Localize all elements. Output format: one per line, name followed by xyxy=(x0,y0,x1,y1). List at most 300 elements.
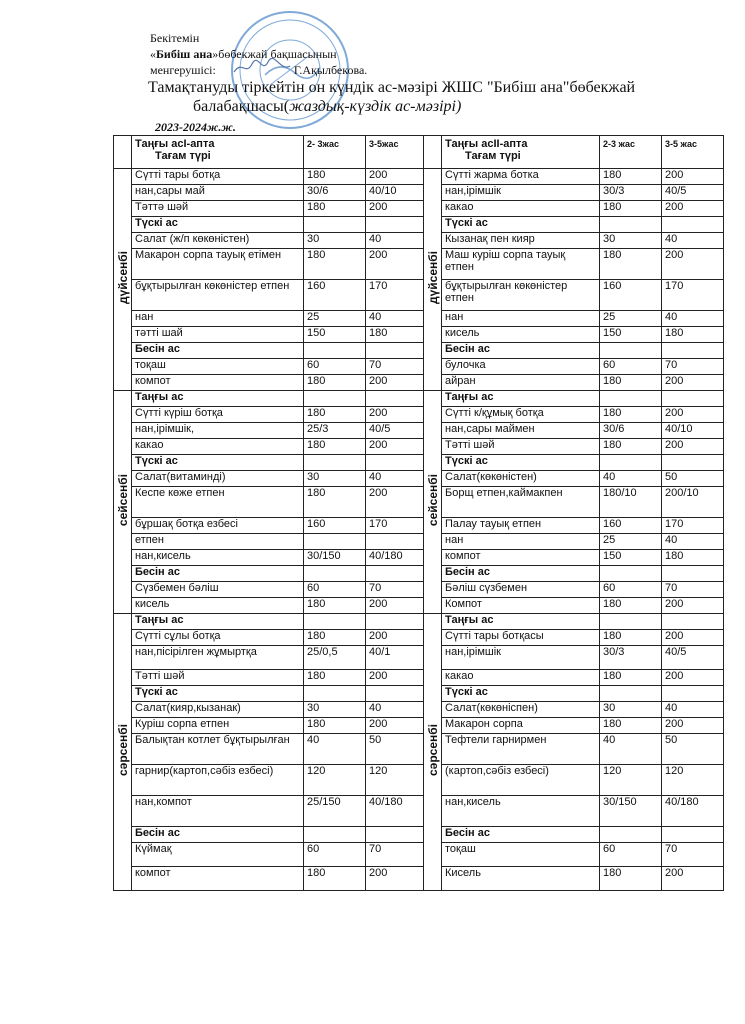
portion-2-3 xyxy=(304,827,366,843)
table-row xyxy=(114,471,724,487)
table-row xyxy=(114,233,724,249)
table-row xyxy=(114,566,724,582)
dish-name: Таңғы ас xyxy=(132,391,304,407)
head-label: менгерушісі: xyxy=(150,63,216,77)
portion-3-5: 180 xyxy=(662,550,724,566)
dish-name: Балықтан котлет бұқтырылған xyxy=(132,734,304,765)
portion-3-5: 40/180 xyxy=(662,796,724,827)
portion-2-3 xyxy=(304,534,366,550)
dish-name: нан,компот xyxy=(132,796,304,827)
portion-3-5: 40/1 xyxy=(366,646,424,670)
table-row xyxy=(114,217,724,233)
portion-2-3: 25/150 xyxy=(304,796,366,827)
dish-name: Борщ етпен,каймакпен xyxy=(442,487,600,518)
portion-3-5: 120 xyxy=(662,765,724,796)
portion-3-5: 200 xyxy=(366,201,424,217)
dish-name: Салат(кияр,кызанак) xyxy=(132,702,304,718)
portion-2-3: 180 xyxy=(600,718,662,734)
portion-3-5: 40/180 xyxy=(366,796,424,827)
portion-2-3: 30 xyxy=(304,702,366,718)
day-label-right xyxy=(424,391,442,614)
kindergarten-name: Бибіш ана xyxy=(156,47,213,61)
portion-2-3 xyxy=(304,343,366,359)
dish-name: бұршақ ботқа езбесі xyxy=(132,518,304,534)
dish-name: Тәтті шәй xyxy=(442,439,600,455)
portion-3-5: 200 xyxy=(662,407,724,423)
dish-name: Тәттә шәй xyxy=(132,201,304,217)
dish-name: Түскі ас xyxy=(132,455,304,471)
table-row xyxy=(114,686,724,702)
portion-2-3: 30 xyxy=(304,471,366,487)
portion-2-3: 40 xyxy=(600,734,662,765)
portion-3-5: 200 xyxy=(366,867,424,891)
portion-3-5: 70 xyxy=(662,359,724,375)
header-week2-sub: Тағам түрі xyxy=(465,150,521,162)
dish-name: Макарон сорпа тауық етімен xyxy=(132,249,304,280)
portion-3-5 xyxy=(662,566,724,582)
table-row xyxy=(114,734,724,765)
portion-3-5 xyxy=(662,614,724,630)
dish-name: нан,сары маймен xyxy=(442,423,600,439)
portion-2-3 xyxy=(304,686,366,702)
table-row xyxy=(114,249,724,280)
dish-name: Бесін ас xyxy=(442,343,600,359)
table-row xyxy=(114,614,724,630)
dish-name: нан,кисель xyxy=(132,550,304,566)
portion-2-3: 30/150 xyxy=(304,550,366,566)
portion-3-5: 200 xyxy=(662,867,724,891)
portion-2-3: 60 xyxy=(304,359,366,375)
dish-name: Сүтті сұлы ботқа xyxy=(132,630,304,646)
header-week2-title: Таңғы асII-апта xyxy=(445,138,528,150)
dish-name: Салат(витаминді) xyxy=(132,471,304,487)
portion-2-3: 180 xyxy=(304,439,366,455)
portion-3-5: 200 xyxy=(662,718,724,734)
header-week2 xyxy=(442,136,600,169)
table-row xyxy=(114,455,724,471)
portion-3-5: 70 xyxy=(366,843,424,867)
title-line-2-pre: балабақшасы( xyxy=(193,98,290,115)
dish-name: Сүтті тары ботқа xyxy=(132,169,304,185)
portion-3-5: 40 xyxy=(662,311,724,327)
portion-2-3: 30/3 xyxy=(600,185,662,201)
portion-3-5: 180 xyxy=(662,327,724,343)
portion-2-3 xyxy=(600,343,662,359)
table-row xyxy=(114,359,724,375)
table-row xyxy=(114,843,724,867)
portion-2-3: 180 xyxy=(600,439,662,455)
portion-2-3: 180 xyxy=(600,169,662,185)
portion-3-5: 200 xyxy=(662,375,724,391)
portion-3-5 xyxy=(662,686,724,702)
portion-2-3: 180/10 xyxy=(600,487,662,518)
portion-2-3 xyxy=(600,455,662,471)
dish-name: Салат(көкөніспен) xyxy=(442,702,600,718)
table-row xyxy=(114,343,724,359)
dish-name: (картоп,сәбіз езбесі) xyxy=(442,765,600,796)
portion-2-3: 180 xyxy=(600,201,662,217)
portion-3-5: 40/5 xyxy=(662,646,724,670)
day-label-left xyxy=(114,169,132,391)
head-name: Г.Ақылбекова. xyxy=(293,63,368,77)
dish-name: Салат(көкөністен) xyxy=(442,471,600,487)
portion-2-3: 180 xyxy=(304,670,366,686)
title-line-1: Тамақтануды тіркейтін он күндік ас-мәзірі ЖШС "Бибіш ана"бөбекжай xyxy=(148,79,636,96)
dish-name: Бесін ас xyxy=(132,343,304,359)
dish-name: гарнир(картоп,сәбіз езбесі) xyxy=(132,765,304,796)
table-row xyxy=(114,375,724,391)
portion-2-3: 180 xyxy=(304,718,366,734)
table-row xyxy=(114,598,724,614)
portion-3-5: 50 xyxy=(662,471,724,487)
portion-3-5: 170 xyxy=(662,280,724,311)
portion-3-5: 40 xyxy=(662,702,724,718)
approval-line-3 xyxy=(150,62,367,78)
dish-name: Түскі ас xyxy=(442,455,600,471)
portion-3-5: 40 xyxy=(662,534,724,550)
portion-2-3: 30 xyxy=(600,233,662,249)
dish-name: Палау тауық етпен xyxy=(442,518,600,534)
dish-name: Таңғы ас xyxy=(132,614,304,630)
portion-2-3: 30/6 xyxy=(600,423,662,439)
portion-2-3 xyxy=(600,614,662,630)
day-name: дүйсенбі xyxy=(115,251,130,305)
portion-3-5: 170 xyxy=(662,518,724,534)
table-row xyxy=(114,796,724,827)
approval-line-2 xyxy=(150,46,367,62)
approval-quote-open: « xyxy=(150,47,156,61)
header-age-2-3-right: 2-3 жас xyxy=(600,136,662,169)
dish-name: нан,ірімшік, xyxy=(132,423,304,439)
portion-2-3: 180 xyxy=(600,630,662,646)
dish-name: Макарон сорпа xyxy=(442,718,600,734)
portion-2-3: 120 xyxy=(600,765,662,796)
portion-2-3: 180 xyxy=(304,487,366,518)
portion-2-3 xyxy=(600,686,662,702)
day-label-left xyxy=(114,614,132,891)
portion-2-3: 180 xyxy=(304,630,366,646)
table-row xyxy=(114,439,724,455)
dish-name: Бәліш сүзбемен xyxy=(442,582,600,598)
portion-3-5: 200 xyxy=(662,201,724,217)
dish-name: какао xyxy=(132,439,304,455)
table-row xyxy=(114,765,724,796)
dish-name: нан,кисель xyxy=(442,796,600,827)
dish-name: Сүтті к/құмық ботқа xyxy=(442,407,600,423)
portion-3-5: 70 xyxy=(366,582,424,598)
portion-2-3: 160 xyxy=(600,280,662,311)
portion-3-5 xyxy=(662,391,724,407)
portion-3-5 xyxy=(366,217,424,233)
portion-3-5: 70 xyxy=(366,359,424,375)
portion-2-3: 25 xyxy=(600,311,662,327)
portion-2-3: 25 xyxy=(600,534,662,550)
table-row xyxy=(114,630,724,646)
dish-name: Кеспе көже етпен xyxy=(132,487,304,518)
dish-name: етпен xyxy=(132,534,304,550)
day-name: сәрсенбі xyxy=(115,724,130,777)
portion-2-3 xyxy=(600,391,662,407)
dish-name: Кызанақ пен кияр xyxy=(442,233,600,249)
dish-name: тоқаш xyxy=(132,359,304,375)
portion-3-5 xyxy=(662,827,724,843)
portion-2-3: 25/0,5 xyxy=(304,646,366,670)
portion-3-5 xyxy=(366,391,424,407)
portion-2-3: 30 xyxy=(304,233,366,249)
portion-2-3 xyxy=(304,455,366,471)
portion-2-3: 30 xyxy=(600,702,662,718)
portion-3-5 xyxy=(366,686,424,702)
portion-3-5: 40/180 xyxy=(366,550,424,566)
portion-3-5: 200 xyxy=(366,169,424,185)
portion-2-3: 180 xyxy=(600,407,662,423)
dish-name: тоқаш xyxy=(442,843,600,867)
dish-name: Түскі ас xyxy=(132,686,304,702)
dish-name: Куріш сорпа етпен xyxy=(132,718,304,734)
dish-name: Түскі ас xyxy=(442,217,600,233)
dish-name: какао xyxy=(442,201,600,217)
dish-name: тәтті шай xyxy=(132,327,304,343)
dish-name: Таңғы ас xyxy=(442,614,600,630)
day-name: дүйсенбі xyxy=(425,251,440,305)
portion-3-5 xyxy=(366,827,424,843)
portion-3-5: 180 xyxy=(366,327,424,343)
table-row xyxy=(114,646,724,670)
portion-3-5: 200 xyxy=(366,375,424,391)
portion-2-3: 40 xyxy=(600,471,662,487)
dish-name: кисель xyxy=(442,327,600,343)
portion-3-5: 200/10 xyxy=(662,487,724,518)
table-row xyxy=(114,391,724,407)
approval-block xyxy=(150,30,367,78)
portion-3-5 xyxy=(366,455,424,471)
portion-2-3: 40 xyxy=(304,734,366,765)
table-row xyxy=(114,827,724,843)
day-label-right xyxy=(424,169,442,391)
dish-name: нан xyxy=(442,534,600,550)
portion-2-3: 180 xyxy=(304,867,366,891)
table-header-row xyxy=(114,136,724,169)
header-age-2-3-left: 2- 3жас xyxy=(304,136,366,169)
portion-3-5: 170 xyxy=(366,280,424,311)
dish-name: Тефтели гарнирмен xyxy=(442,734,600,765)
dish-name: кисель xyxy=(132,598,304,614)
portion-3-5: 120 xyxy=(366,765,424,796)
portion-2-3: 160 xyxy=(600,518,662,534)
portion-2-3: 30/6 xyxy=(304,185,366,201)
dish-name: компот xyxy=(132,375,304,391)
portion-3-5 xyxy=(662,343,724,359)
portion-2-3 xyxy=(600,827,662,843)
dish-name: нан,ірімшік xyxy=(442,185,600,201)
portion-2-3: 60 xyxy=(600,582,662,598)
portion-3-5: 200 xyxy=(366,718,424,734)
dish-name: айран xyxy=(442,375,600,391)
portion-3-5 xyxy=(662,455,724,471)
dish-name: Сүтті күріш ботқа xyxy=(132,407,304,423)
dish-name: Сүтті тары ботқасы xyxy=(442,630,600,646)
portion-3-5 xyxy=(366,534,424,550)
header-age-3-5-right: 3-5 жас xyxy=(662,136,724,169)
table-row xyxy=(114,185,724,201)
dish-name: Түскі ас xyxy=(442,686,600,702)
dish-name: Таңғы ас xyxy=(442,391,600,407)
title-line-2 xyxy=(148,97,728,116)
portion-2-3: 150 xyxy=(304,327,366,343)
dish-name: Компот xyxy=(442,598,600,614)
portion-2-3 xyxy=(304,566,366,582)
portion-3-5: 40 xyxy=(662,233,724,249)
dish-name: компот xyxy=(442,550,600,566)
portion-3-5: 50 xyxy=(662,734,724,765)
header-day-left xyxy=(114,136,132,169)
day-name: сәрсенбі xyxy=(425,724,440,777)
portion-3-5: 200 xyxy=(366,487,424,518)
portion-2-3: 180 xyxy=(304,407,366,423)
dish-name: Кисель xyxy=(442,867,600,891)
table-row xyxy=(114,582,724,598)
portion-3-5: 200 xyxy=(662,598,724,614)
portion-2-3 xyxy=(304,391,366,407)
dish-name: какао xyxy=(442,670,600,686)
portion-3-5: 40 xyxy=(366,471,424,487)
portion-3-5: 200 xyxy=(366,670,424,686)
portion-3-5: 200 xyxy=(366,598,424,614)
table-row xyxy=(114,169,724,185)
day-name: сейсенбі xyxy=(115,474,130,527)
portion-3-5: 40/10 xyxy=(366,185,424,201)
academic-year: 2023-2024ж.ж. xyxy=(155,120,236,134)
dish-name: Бесін ас xyxy=(132,827,304,843)
table-row xyxy=(114,280,724,311)
day-label-right xyxy=(424,614,442,891)
dish-name: Тәтті шәй xyxy=(132,670,304,686)
portion-3-5: 200 xyxy=(662,670,724,686)
table-row xyxy=(114,670,724,686)
header-week1 xyxy=(132,136,304,169)
dish-name: компот xyxy=(132,867,304,891)
portion-2-3: 180 xyxy=(304,249,366,280)
portion-2-3 xyxy=(600,217,662,233)
day-label-left xyxy=(114,391,132,614)
portion-2-3: 60 xyxy=(304,582,366,598)
table-row xyxy=(114,550,724,566)
portion-2-3: 30/150 xyxy=(600,796,662,827)
table-row xyxy=(114,311,724,327)
portion-2-3: 180 xyxy=(600,670,662,686)
dish-name: Сүзбемен бәліш xyxy=(132,582,304,598)
portion-3-5 xyxy=(366,566,424,582)
portion-3-5: 200 xyxy=(662,249,724,280)
dish-name: Маш куріш сорпа тауық етпен xyxy=(442,249,600,280)
dish-name: бұқтырылған көкөністер етпен xyxy=(132,280,304,311)
portion-3-5: 70 xyxy=(662,843,724,867)
portion-2-3: 60 xyxy=(600,843,662,867)
portion-3-5: 70 xyxy=(662,582,724,598)
portion-2-3: 180 xyxy=(600,375,662,391)
table-row xyxy=(114,327,724,343)
day-name: сейсенбі xyxy=(425,474,440,527)
portion-2-3: 160 xyxy=(304,280,366,311)
dish-name: булочка xyxy=(442,359,600,375)
dish-name: Бесін ас xyxy=(132,566,304,582)
portion-3-5 xyxy=(366,343,424,359)
portion-2-3: 25 xyxy=(304,311,366,327)
portion-2-3: 180 xyxy=(600,867,662,891)
portion-2-3 xyxy=(304,217,366,233)
dish-name: Бесін ас xyxy=(442,827,600,843)
dish-name: нан,пісірілген жұмыртқа xyxy=(132,646,304,670)
table-row xyxy=(114,718,724,734)
portion-2-3: 60 xyxy=(304,843,366,867)
dish-name: нан,сары май xyxy=(132,185,304,201)
dish-name: Бесін ас xyxy=(442,566,600,582)
portion-2-3: 160 xyxy=(304,518,366,534)
portion-3-5: 50 xyxy=(366,734,424,765)
portion-3-5: 40/10 xyxy=(662,423,724,439)
approval-line-1: Бекітемін xyxy=(150,31,200,45)
table-row xyxy=(114,487,724,518)
dish-name: нан xyxy=(442,311,600,327)
portion-3-5: 200 xyxy=(366,630,424,646)
dish-name: бұқтырылған көкөністер етпен xyxy=(442,280,600,311)
table-row xyxy=(114,201,724,217)
title-line-2-italic: жаздық-күздік ас-мәзірі) xyxy=(289,98,462,115)
portion-3-5 xyxy=(662,217,724,233)
portion-2-3: 120 xyxy=(304,765,366,796)
dish-name: нан xyxy=(132,311,304,327)
portion-3-5: 200 xyxy=(366,439,424,455)
portion-2-3: 25/3 xyxy=(304,423,366,439)
table-row xyxy=(114,518,724,534)
portion-2-3: 30/3 xyxy=(600,646,662,670)
header-week1-title: Таңғы асI-апта xyxy=(135,138,215,150)
portion-2-3: 180 xyxy=(304,169,366,185)
portion-3-5: 200 xyxy=(662,439,724,455)
dish-name: Түскі ас xyxy=(132,217,304,233)
portion-2-3: 150 xyxy=(600,550,662,566)
portion-2-3: 60 xyxy=(600,359,662,375)
dish-name: Күймақ xyxy=(132,843,304,867)
portion-3-5: 40/5 xyxy=(366,423,424,439)
portion-2-3: 180 xyxy=(600,249,662,280)
portion-2-3: 180 xyxy=(600,598,662,614)
table-row xyxy=(114,702,724,718)
portion-3-5: 200 xyxy=(662,169,724,185)
portion-3-5: 200 xyxy=(366,249,424,280)
portion-3-5: 40 xyxy=(366,702,424,718)
portion-2-3 xyxy=(304,614,366,630)
table-row xyxy=(114,534,724,550)
portion-3-5: 40 xyxy=(366,311,424,327)
header-week1-sub: Тағам түрі xyxy=(155,150,211,162)
portion-3-5: 40 xyxy=(366,233,424,249)
document-title xyxy=(148,78,728,116)
header-age-3-5-left: 3-5жас xyxy=(366,136,424,169)
portion-2-3 xyxy=(600,566,662,582)
table-row xyxy=(114,423,724,439)
portion-3-5: 170 xyxy=(366,518,424,534)
portion-3-5: 200 xyxy=(662,630,724,646)
portion-3-5: 40/5 xyxy=(662,185,724,201)
portion-2-3: 180 xyxy=(304,201,366,217)
portion-2-3: 150 xyxy=(600,327,662,343)
table-row xyxy=(114,407,724,423)
portion-2-3: 180 xyxy=(304,598,366,614)
menu-table xyxy=(113,135,724,891)
dish-name: нан,ірімшік xyxy=(442,646,600,670)
header-day-right xyxy=(424,136,442,169)
